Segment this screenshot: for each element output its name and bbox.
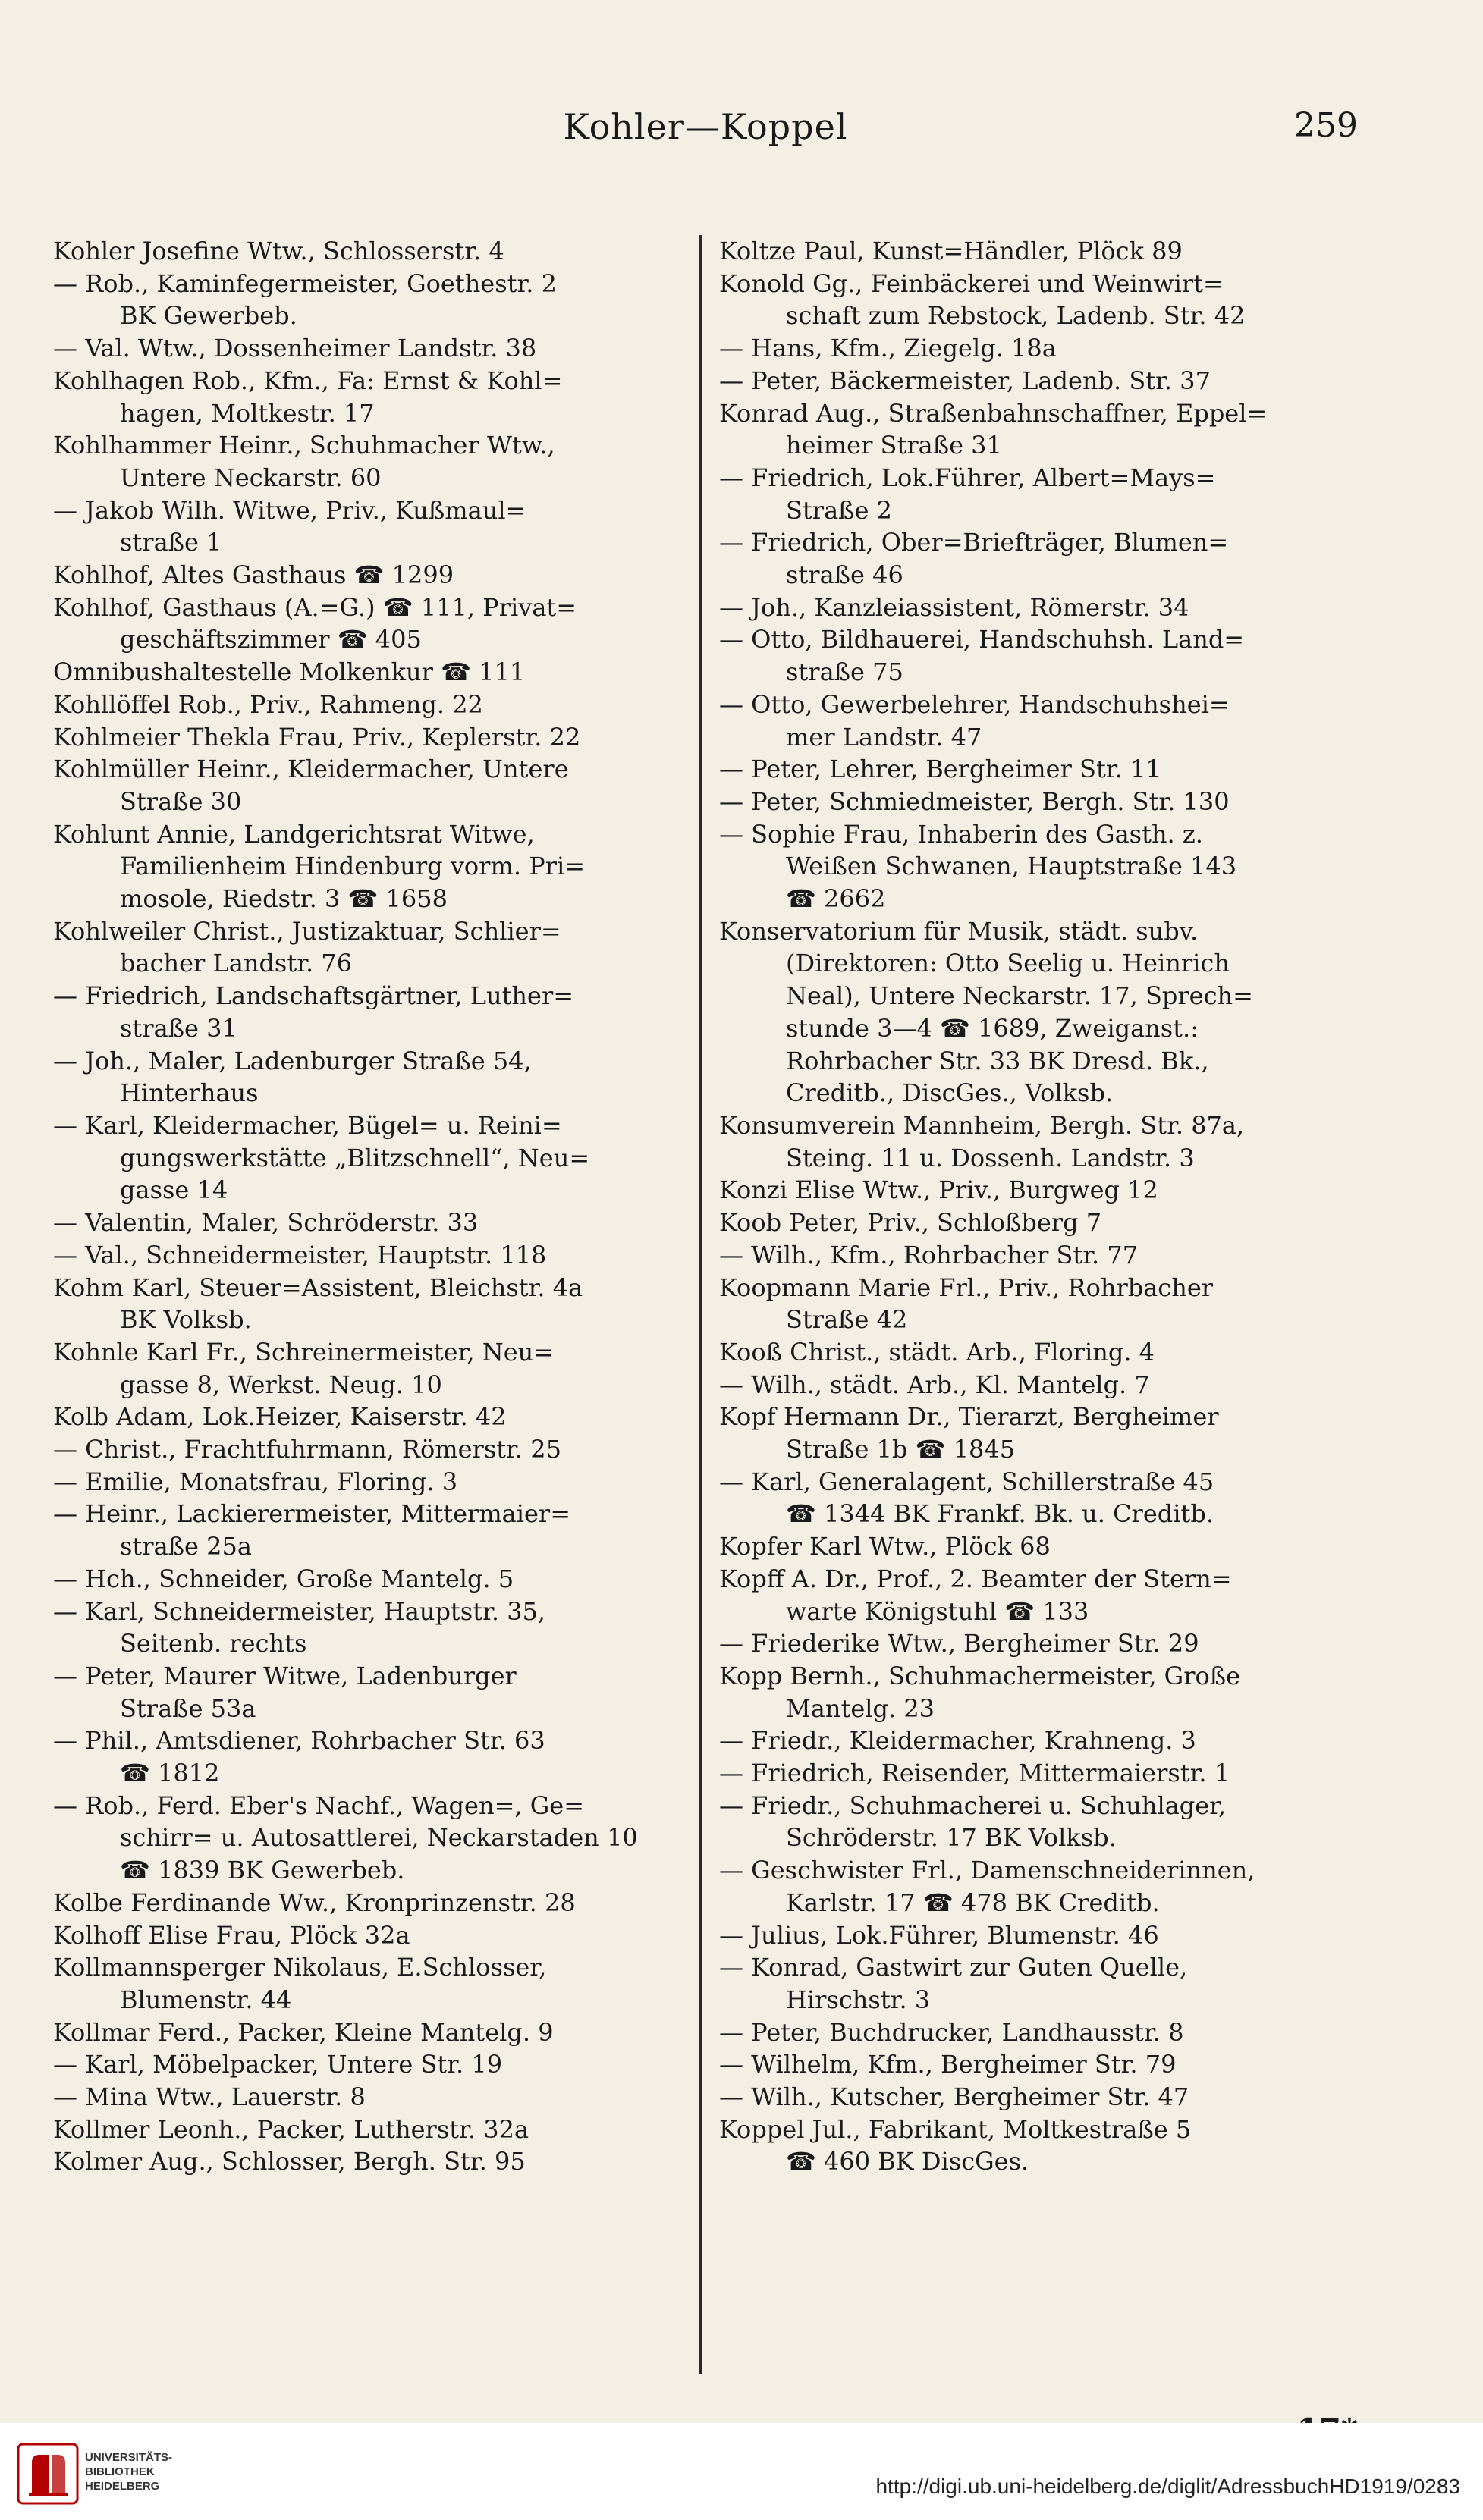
directory-entry — [719, 1272, 1349, 1336]
entry-continuation-line: Familienheim Hindenburg vorm. Pri= — [120, 852, 586, 881]
entry-line: Kohlhagen Rob., Kfm., Fa: Ernst & Kohl= — [53, 366, 563, 395]
entry-line: Kohm Karl, Steuer=Assistent, Bleichstr. 4a — [53, 1273, 583, 1302]
library-logo — [15, 2440, 212, 2508]
directory-entry — [53, 2081, 683, 2114]
entry-line: — Friedr., Kleidermacher, Krahneng. 3 — [719, 1726, 1196, 1756]
entry-line: Konrad Aug., Straßenbahnschaffner, Eppel= — [719, 398, 1268, 428]
directory-entry — [53, 365, 683, 429]
entry-line: Kollmannsperger Nikolaus, E.Schlosser, — [53, 1953, 547, 1982]
directory-entry — [53, 559, 683, 592]
directory-entry — [719, 1919, 1349, 1952]
entry-line: Koob Peter, Priv., Schloßberg 7 — [719, 1208, 1102, 1238]
directory-entry — [719, 592, 1349, 624]
library-name — [85, 2450, 172, 2493]
entry-line: Kohlweiler Christ., Justizaktuar, Schlier= — [53, 916, 561, 946]
entry-line: — Friedr., Schuhmacherei u. Schuhlager, — [719, 1790, 1227, 1820]
entry-continuation-line: gungswerkstätte „Blitzschnell“, Neu= — [120, 1143, 590, 1172]
entry-continuation-line: straße 31 — [120, 1013, 237, 1043]
entry-line: — Karl, Generalagent, Schillerstraße 45 — [719, 1467, 1214, 1496]
directory-entry — [53, 429, 683, 494]
entry-line: — Peter, Schmiedmeister, Bergh. Str. 130 — [719, 786, 1230, 816]
entry-line: — Hch., Schneider, Große Mantelg. 5 — [53, 1564, 514, 1593]
directory-entry — [53, 721, 683, 754]
entry-line: Kolmer Aug., Schlosser, Bergh. Str. 95 — [53, 2147, 526, 2176]
entry-line: Konzi Elise Wtw., Priv., Burgweg 12 — [719, 1175, 1158, 1205]
entry-continuation-line: straße 1 — [120, 528, 222, 557]
entry-continuation-line: Hirschstr. 3 — [786, 1985, 931, 2014]
entry-line: — Otto, Gewerbelehrer, Handschuhshei= — [719, 689, 1230, 719]
directory-entry — [53, 1660, 683, 1724]
entry-continuation-line: (Direktoren: Otto Seelig u. Heinrich — [786, 949, 1230, 978]
directory-entry — [53, 689, 683, 721]
entry-continuation-line: Rohrbacher Str. 33 BK Dresd. Bk., — [786, 1046, 1209, 1075]
directory-entry — [53, 753, 683, 818]
entry-continuation-line: BK Gewerbeb. — [120, 301, 297, 331]
entry-line: — Karl, Möbelpacker, Untere Str. 19 — [53, 2050, 503, 2079]
entry-continuation-line: mer Landstr. 47 — [786, 722, 982, 752]
directory-entry — [53, 656, 683, 689]
directory-entry — [719, 2081, 1349, 2114]
page-title: Kohler—Koppel — [563, 106, 848, 147]
entry-line: Kohlmüller Heinr., Kleidermacher, Untere — [53, 755, 569, 784]
entry-line: Kohllöffel Rob., Priv., Rahmeng. 22 — [53, 689, 483, 719]
directory-entry — [53, 1336, 683, 1401]
directory-entry — [719, 397, 1349, 462]
directory-entry — [53, 1790, 683, 1887]
directory-entry — [53, 1563, 683, 1596]
entry-line: — Friedrich, Lok.Führer, Albert=Mays= — [719, 463, 1216, 492]
directory-entry — [53, 1401, 683, 1433]
entry-continuation-line: geschäftszimmer ☎ 405 — [120, 625, 422, 654]
source-url-link[interactable]: http://digi.ub.uni-heidelberg.de/diglit/AdressbuchHD1919/0283 — [875, 2474, 1460, 2498]
entry-line: — Julius, Lok.Führer, Blumenstr. 46 — [719, 1920, 1159, 1950]
entry-line: — Otto, Bildhauerei, Handschuhsh. Land= — [719, 625, 1245, 654]
entry-line: Kohler Josefine Wtw., Schlosserstr. 4 — [53, 237, 504, 265]
directory-entry — [719, 1401, 1349, 1465]
entry-continuation-line: Straße 42 — [786, 1305, 908, 1335]
directory-entry — [719, 1530, 1349, 1563]
entry-line: — Rob., Kaminfegermeister, Goethestr. 2 — [53, 268, 557, 298]
directory-entry — [719, 1174, 1349, 1207]
entry-line: Koopmann Marie Frl., Priv., Rohrbacher — [719, 1273, 1214, 1302]
directory-entry — [53, 1887, 683, 1919]
directory-entry — [719, 818, 1349, 915]
entry-line: Kohlhof, Altes Gasthaus ☎ 1299 — [53, 560, 454, 590]
directory-entry — [719, 1563, 1349, 1627]
entry-continuation-line: schirr= u. Autosattlerei, Neckarstaden 10 — [120, 1823, 638, 1853]
entry-line: — Peter, Maurer Witwe, Ladenburger — [53, 1661, 517, 1690]
entry-line: — Phil., Amtsdiener, Rohrbacher Str. 63 — [53, 1726, 545, 1756]
directory-entry — [53, 1919, 683, 1952]
entry-line: — Konrad, Gastwirt zur Guten Quelle, — [719, 1953, 1188, 1982]
directory-entry — [53, 1466, 683, 1499]
entry-line: — Peter, Bäckermeister, Ladenb. Str. 37 — [719, 366, 1211, 395]
entry-continuation-line: Straße 1b ☎ 1845 — [786, 1435, 1016, 1464]
entry-line: — Joh., Kanzleiassistent, Römerstr. 34 — [719, 592, 1189, 622]
entry-continuation-line: mosole, Riedstr. 3 ☎ 1658 — [120, 884, 448, 914]
directory-entry — [719, 1109, 1349, 1174]
directory-entry — [719, 786, 1349, 818]
entry-continuation-line: ☎ 1839 BK Gewerbeb. — [120, 1856, 405, 1885]
entry-continuation-line: hagen, Moltkestr. 17 — [120, 398, 375, 428]
entry-line: — Wilh., Kfm., Rohrbacher Str. 77 — [719, 1240, 1139, 1269]
directory-entry — [53, 332, 683, 365]
directory-entry — [719, 1790, 1349, 1854]
page-number: 259 — [1294, 106, 1358, 145]
entry-continuation-line: bacher Landstr. 76 — [120, 949, 353, 978]
entry-continuation-line: straße 75 — [786, 657, 903, 687]
directory-entry — [53, 494, 683, 559]
entry-line: Konservatorium für Musik, städt. subv. — [719, 916, 1199, 946]
directory-entry — [53, 1239, 683, 1272]
entry-line: Omnibushaltestelle Molkenkur ☎ 111 — [53, 657, 526, 687]
entry-continuation-line: Straße 53a — [120, 1693, 256, 1723]
entry-line: — Hans, Kfm., Ziegelg. 18a — [719, 334, 1057, 363]
entry-line: — Heinr., Lackierermeister, Mittermaier= — [53, 1499, 571, 1529]
entry-continuation-line: heimer Straße 31 — [786, 431, 1002, 460]
directory-entry — [719, 1207, 1349, 1239]
entry-continuation-line: Weißen Schwanen, Hauptstraße 143 — [786, 852, 1237, 881]
column-divider — [699, 235, 702, 2374]
entry-continuation-line: gasse 8, Werkst. Neug. 10 — [120, 1370, 442, 1399]
entry-continuation-line: warte Königstuhl ☎ 133 — [786, 1596, 1089, 1626]
entry-line: Kopp Bernh., Schuhmachermeister, Große — [719, 1661, 1241, 1690]
entry-line: Kollmar Ferd., Packer, Kleine Mantelg. 9 — [53, 2017, 554, 2047]
entry-line: — Peter, Buchdrucker, Landhausstr. 8 — [719, 2017, 1184, 2047]
directory-columns — [53, 235, 1358, 2374]
entry-continuation-line: Schröderstr. 17 BK Volksb. — [786, 1823, 1117, 1853]
entry-continuation-line: Seitenb. rechts — [120, 1629, 307, 1659]
directory-entry — [53, 2016, 683, 2049]
directory-entry — [53, 2048, 683, 2081]
entry-continuation-line: Karlstr. 17 ☎ 478 BK Creditb. — [786, 1888, 1160, 1917]
entry-line: Kohlunt Annie, Landgerichtsrat Witwe, — [53, 819, 535, 849]
directory-entry — [719, 268, 1349, 332]
directory-entry — [53, 1272, 683, 1336]
entry-line: — Peter, Lehrer, Bergheimer Str. 11 — [719, 755, 1161, 784]
directory-entry — [719, 462, 1349, 526]
directory-entry — [719, 1724, 1349, 1757]
entry-line: — Geschwister Frl., Damenschneiderinnen, — [719, 1856, 1255, 1885]
directory-entry — [719, 1951, 1349, 2016]
entry-continuation-line: straße 25a — [120, 1532, 252, 1561]
entry-line: Kopf Hermann Dr., Tierarzt, Bergheimer — [719, 1402, 1219, 1432]
directory-entry — [53, 592, 683, 656]
entry-continuation-line: ☎ 1812 — [120, 1759, 220, 1788]
entry-continuation-line: Straße 2 — [786, 495, 892, 525]
entry-line: Konsumverein Mannheim, Bergh. Str. 87a, — [719, 1110, 1245, 1140]
directory-entry — [53, 1724, 683, 1789]
directory-entry — [53, 915, 683, 980]
directory-entry — [719, 2114, 1349, 2178]
directory-entry — [53, 1207, 683, 1239]
entry-line: — Jakob Wilh. Witwe, Priv., Kußmaul= — [53, 495, 526, 525]
directory-entry — [719, 1757, 1349, 1790]
entry-line: — Rob., Ferd. Eber's Nachf., Wagen=, Ge= — [53, 1790, 585, 1820]
entry-continuation-line: ☎ 1344 BK Frankf. Bk. u. Creditb. — [786, 1499, 1214, 1529]
entry-line: — Karl, Kleidermacher, Bügel= u. Reini= — [53, 1110, 562, 1140]
entry-line: Kohlhof, Gasthaus (A.=G.) ☎ 111, Privat= — [53, 592, 577, 622]
directory-entry — [719, 2016, 1349, 2049]
entry-continuation-line: Neal), Untere Neckarstr. 17, Sprech= — [786, 981, 1253, 1011]
entry-continuation-line: ☎ 2662 — [786, 884, 886, 914]
entry-line: — Wilh., Kutscher, Bergheimer Str. 47 — [719, 2082, 1189, 2112]
entry-continuation-line: ☎ 460 BK DiscGes. — [786, 2147, 1029, 2176]
entry-line: — Friedrich, Ober=Briefträger, Blumen= — [719, 528, 1229, 557]
directory-entry — [53, 1109, 683, 1207]
directory-entry — [719, 915, 1349, 1109]
entry-continuation-line: Hinterhaus — [120, 1078, 259, 1108]
entry-line: Konold Gg., Feinbäckerei und Weinwirt= — [719, 268, 1224, 298]
entry-continuation-line: Mantelg. 23 — [786, 1693, 935, 1723]
directory-entry — [719, 689, 1349, 753]
entry-line: — Valentin, Maler, Schröderstr. 33 — [53, 1208, 479, 1238]
running-head — [53, 106, 1358, 167]
directory-entry — [53, 2114, 683, 2146]
entry-line: Kohlmeier Thekla Frau, Priv., Keplerstr. 22 — [53, 722, 581, 752]
entry-line: Kolbe Ferdinande Ww., Kronprinzenstr. 28 — [53, 1888, 576, 1917]
directory-entry — [53, 1045, 683, 1109]
directory-entry — [53, 1951, 683, 2016]
directory-entry — [719, 2048, 1349, 2081]
entry-continuation-line: gasse 14 — [120, 1175, 228, 1205]
directory-entry — [719, 526, 1349, 591]
directory-entry — [719, 332, 1349, 365]
right-column — [719, 235, 1349, 2374]
entry-line: — Emilie, Monatsfrau, Floring. 3 — [53, 1467, 458, 1496]
entry-continuation-line: straße 46 — [786, 560, 903, 590]
entry-line: — Friedrich, Landschaftsgärtner, Luther= — [53, 981, 574, 1011]
entry-continuation-line: Blumenstr. 44 — [120, 1985, 292, 2014]
entry-line: Kopfer Karl Wtw., Plöck 68 — [719, 1532, 1051, 1561]
directory-entry — [53, 2145, 683, 2178]
footer-bar — [0, 2423, 1483, 2520]
left-column — [53, 235, 683, 2374]
library-logo-icon — [15, 2440, 80, 2508]
directory-entry — [719, 365, 1349, 397]
entry-continuation-line: Straße 30 — [120, 786, 242, 816]
library-name-line: UNIVERSITÄTS- — [85, 2451, 173, 2464]
entry-line: — Friedrich, Reisender, Mittermaierstr. 1 — [719, 1759, 1230, 1788]
directory-entry — [53, 980, 683, 1044]
entry-line: — Wilhelm, Kfm., Bergheimer Str. 79 — [719, 2050, 1177, 2079]
entry-line: Kopff A. Dr., Prof., 2. Beamter der Stern= — [719, 1564, 1232, 1593]
directory-entry — [719, 753, 1349, 786]
directory-entry — [719, 1660, 1349, 1724]
directory-entry — [719, 1336, 1349, 1369]
directory-entry — [53, 818, 683, 915]
entry-continuation-line: stunde 3—4 ☎ 1689, Zweiganst.: — [786, 1013, 1199, 1043]
directory-entry — [719, 1627, 1349, 1660]
entry-continuation-line: BK Volksb. — [120, 1305, 252, 1335]
directory-entry — [53, 235, 683, 268]
entry-line: — Joh., Maler, Ladenburger Straße 54, — [53, 1046, 532, 1075]
entry-line: Kohnle Karl Fr., Schreinermeister, Neu= — [53, 1337, 555, 1367]
entry-line: Kolb Adam, Lok.Heizer, Kaiserstr. 42 — [53, 1402, 507, 1432]
library-name-line: BIBLIOTHEK — [85, 2465, 155, 2478]
entry-continuation-line: Creditb., DiscGes., Volksb. — [786, 1078, 1114, 1108]
directory-entry — [719, 1466, 1349, 1530]
entry-line: Koppel Jul., Fabrikant, Moltkestraße 5 — [719, 2114, 1192, 2144]
entry-line: — Christ., Frachtfuhrmann, Römerstr. 25 — [53, 1435, 561, 1464]
directory-entry — [719, 1239, 1349, 1272]
directory-entry — [53, 1596, 683, 1660]
directory-entry — [53, 268, 683, 332]
entry-line: Kooß Christ., städt. Arb., Floring. 4 — [719, 1337, 1155, 1367]
entry-line: — Friederike Wtw., Bergheimer Str. 29 — [719, 1629, 1199, 1659]
entry-line: — Val., Schneidermeister, Hauptstr. 118 — [53, 1240, 547, 1269]
entry-line: — Wilh., städt. Arb., Kl. Mantelg. 7 — [719, 1370, 1150, 1399]
entry-line: — Karl, Schneidermeister, Hauptstr. 35, — [53, 1596, 546, 1626]
directory-entry — [719, 1854, 1349, 1919]
directory-entry — [53, 1498, 683, 1562]
directory-entry — [719, 623, 1349, 688]
directory-entry — [719, 1369, 1349, 1401]
entry-continuation-line: Untere Neckarstr. 60 — [120, 463, 382, 492]
entry-line: Kolhoff Elise Frau, Plöck 32a — [53, 1920, 410, 1950]
entry-line: Kollmer Leonh., Packer, Lutherstr. 32a — [53, 2114, 529, 2144]
directory-entry — [53, 1433, 683, 1466]
entry-line: — Val. Wtw., Dossenheimer Landstr. 38 — [53, 334, 537, 363]
entry-line: Kohlhammer Heinr., Schuhmacher Wtw., — [53, 431, 555, 460]
entry-continuation-line: schaft zum Rebstock, Ladenb. Str. 42 — [786, 301, 1246, 331]
library-name-line: HEIDELBERG — [85, 2480, 160, 2493]
entry-line: Koltze Paul, Kunst=Händler, Plöck 89 — [719, 237, 1183, 265]
entry-line: — Mina Wtw., Lauerstr. 8 — [53, 2082, 366, 2112]
entry-line: — Sophie Frau, Inhaberin des Gasth. z. — [719, 819, 1203, 849]
entry-continuation-line: Steing. 11 u. Dossenh. Landstr. 3 — [786, 1143, 1195, 1172]
directory-entry — [719, 235, 1349, 268]
